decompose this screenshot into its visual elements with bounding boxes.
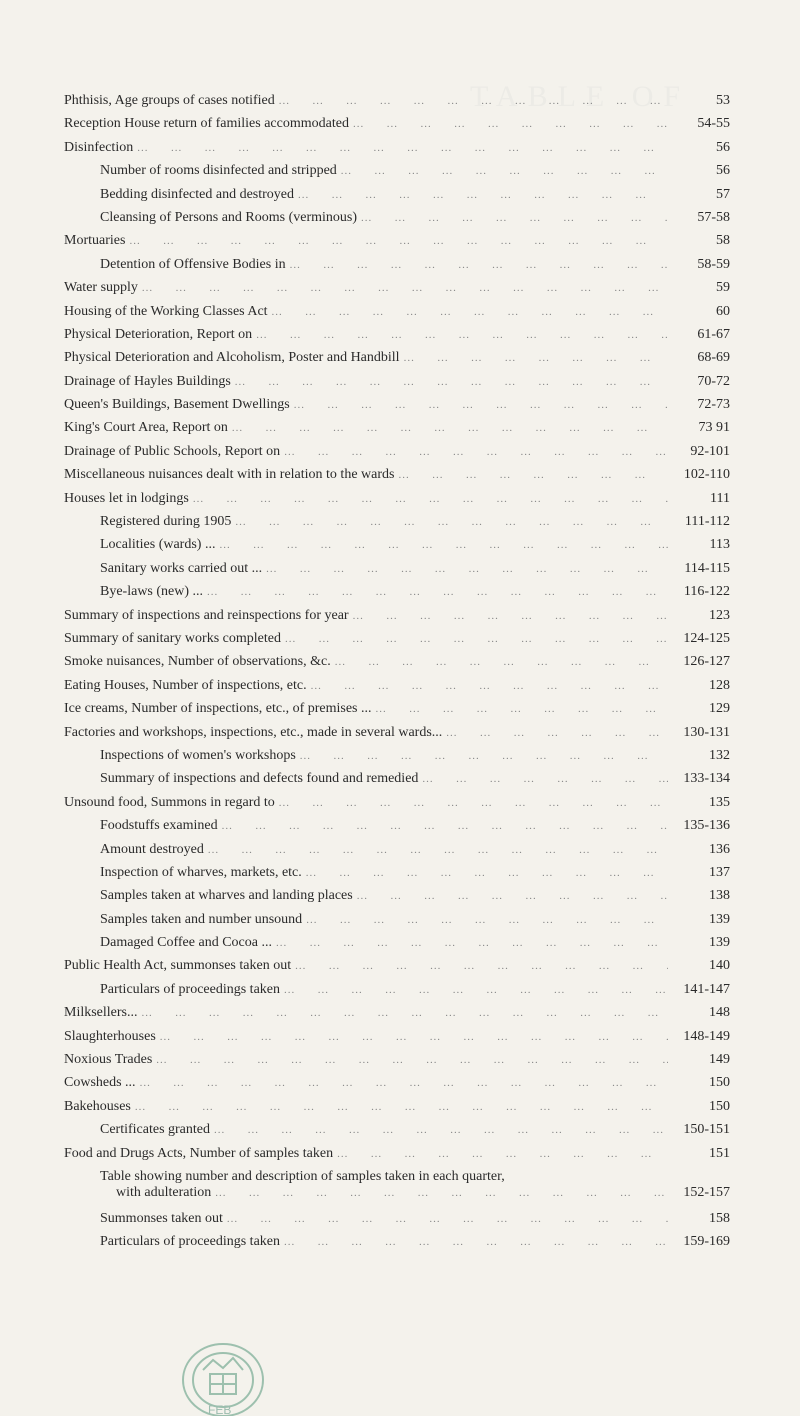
entry-page-number: 152-157 bbox=[683, 1184, 730, 1200]
toc-entry bbox=[64, 1118, 740, 1141]
entry-page-number: 126-127 bbox=[683, 654, 730, 670]
toc-entry bbox=[64, 721, 740, 744]
entry-label: Drainage of Public Schools, Report on bbox=[64, 443, 281, 459]
dot-leader bbox=[232, 417, 668, 440]
dot-leader bbox=[306, 909, 668, 932]
entry-label: Samples taken and number unsound bbox=[100, 911, 303, 927]
entry-label: Houses let in lodgings bbox=[64, 490, 189, 506]
entry-label: Factories and workshops, inspections, etc., made in several wards... bbox=[64, 724, 443, 740]
entry-label: Summary of inspections and reinspections for year bbox=[64, 607, 349, 623]
dot-leader bbox=[276, 932, 668, 955]
toc-entry bbox=[64, 884, 740, 907]
toc-entry bbox=[64, 276, 740, 299]
entry-page-number: 102-110 bbox=[683, 467, 730, 483]
entry-label: Disinfection bbox=[64, 139, 134, 155]
dot-leader bbox=[235, 371, 668, 394]
toc-entry bbox=[64, 416, 740, 439]
toc-entry bbox=[64, 89, 740, 112]
dot-leader bbox=[215, 1185, 668, 1201]
dot-leader bbox=[235, 511, 668, 534]
entry-label: Drainage of Hayles Buildings bbox=[64, 373, 231, 389]
entry-label: Bye-laws (new) ... bbox=[100, 584, 204, 600]
toc-entry bbox=[64, 1001, 740, 1024]
dot-leader bbox=[214, 1119, 668, 1142]
entry-label: Detention of Offensive Bodies in bbox=[100, 256, 286, 272]
dot-leader bbox=[295, 955, 668, 978]
stamp-label: FEB bbox=[208, 1403, 232, 1416]
entry-label: Mortuaries bbox=[64, 233, 126, 249]
dot-leader bbox=[353, 605, 668, 628]
entry-page-number: 133-134 bbox=[683, 771, 730, 787]
entry-page-number: 68-69 bbox=[697, 350, 730, 366]
entry-page-number: 141-147 bbox=[683, 981, 730, 997]
dot-leader bbox=[398, 464, 668, 487]
dot-leader bbox=[193, 488, 668, 511]
toc-entry bbox=[64, 463, 740, 486]
entry-label: Summary of sanitary works completed bbox=[64, 630, 281, 646]
entry-label: King's Court Area, Report on bbox=[64, 420, 228, 436]
dot-leader bbox=[256, 324, 668, 347]
entry-page-number: 124-125 bbox=[683, 630, 730, 646]
toc-entry bbox=[64, 931, 740, 954]
dot-leader bbox=[279, 90, 668, 113]
entry-page-number: 150-151 bbox=[683, 1122, 730, 1138]
dot-leader bbox=[357, 885, 668, 908]
entry-label: Inspection of wharves, markets, etc. bbox=[100, 864, 302, 880]
entry-label: Noxious Trades bbox=[64, 1052, 153, 1068]
entry-page-number: 135 bbox=[709, 794, 730, 810]
entry-page-number: 140 bbox=[709, 958, 730, 974]
entry-label: Public Health Act, summonses taken out bbox=[64, 958, 292, 974]
entry-label: Queen's Buildings, Basement Dwellings bbox=[64, 397, 290, 413]
dot-leader bbox=[279, 792, 668, 815]
toc-entry bbox=[64, 954, 740, 977]
dot-leader bbox=[284, 979, 668, 1002]
toc-entry bbox=[64, 674, 740, 697]
entry-page-number: 58 bbox=[716, 233, 730, 249]
dot-leader bbox=[227, 1208, 668, 1231]
dot-leader bbox=[361, 207, 668, 230]
entry-page-number: 123 bbox=[709, 607, 730, 623]
entry-label: Water supply bbox=[64, 280, 138, 296]
dot-leader bbox=[422, 768, 668, 791]
dot-leader bbox=[300, 745, 668, 768]
entry-label: Number of rooms disinfected and stripped bbox=[100, 163, 337, 179]
entry-label: Inspections of women's workshops bbox=[100, 747, 296, 763]
dot-leader bbox=[129, 230, 668, 253]
toc-entry bbox=[64, 510, 740, 533]
entry-page-number: 150 bbox=[709, 1075, 730, 1091]
dot-leader bbox=[446, 722, 668, 745]
dot-leader bbox=[335, 651, 668, 674]
entry-label: Damaged Coffee and Cocoa ... bbox=[100, 935, 272, 951]
entry-page-number: 70-72 bbox=[697, 373, 730, 389]
dot-leader bbox=[219, 534, 668, 557]
entry-page-number: 150 bbox=[709, 1098, 730, 1114]
entry-page-number: 113 bbox=[709, 537, 730, 553]
dot-leader bbox=[284, 441, 668, 464]
entry-label: Slaughterhouses bbox=[64, 1028, 156, 1044]
dot-leader bbox=[284, 1231, 668, 1254]
toc-entry bbox=[64, 253, 740, 276]
toc-entry bbox=[64, 814, 740, 837]
entry-page-number: 111-112 bbox=[684, 514, 730, 530]
dot-leader bbox=[306, 862, 668, 885]
dot-leader bbox=[337, 1143, 668, 1166]
entry-page-number: 128 bbox=[709, 677, 730, 693]
entry-page-number: 111 bbox=[710, 490, 730, 506]
toc-entry bbox=[64, 604, 740, 627]
entry-label: Cleansing of Persons and Rooms (verminous) bbox=[100, 209, 358, 225]
toc-entry bbox=[64, 370, 740, 393]
entry-page-number: 136 bbox=[709, 841, 730, 857]
entry-page-number: 72-73 bbox=[697, 397, 730, 413]
entry-label: Milksellers... bbox=[64, 1005, 138, 1021]
entry-label: Eating Houses, Number of inspections, etc. bbox=[64, 677, 307, 693]
entry-page-number: 58-59 bbox=[697, 256, 730, 272]
entry-label-line1: Table showing number and description of samples taken in each quarter, bbox=[100, 1168, 505, 1184]
entry-page-number: 56 bbox=[716, 139, 730, 155]
entry-second-row bbox=[64, 1185, 740, 1201]
entry-label: Ice creams, Number of inspections, etc., of premises ... bbox=[64, 701, 372, 717]
entry-page-number: 60 bbox=[716, 303, 730, 319]
entry-label: Bakehouses bbox=[64, 1098, 131, 1114]
entry-label: Physical Deterioration, Report on bbox=[64, 326, 253, 342]
entry-page-number: 57 bbox=[716, 186, 730, 202]
dot-leader bbox=[135, 1096, 668, 1119]
dot-leader bbox=[294, 394, 668, 417]
entry-label: Phthisis, Age groups of cases notified bbox=[64, 93, 275, 108]
entry-label: Amount destroyed bbox=[100, 841, 204, 857]
toc-entry bbox=[64, 791, 740, 814]
entry-page-number: 56 bbox=[716, 163, 730, 179]
entry-label: Foodstuffs examined bbox=[100, 818, 218, 834]
entry-label: Particulars of proceedings taken bbox=[100, 981, 280, 997]
dot-leader bbox=[272, 301, 668, 324]
entry-page-number: 149 bbox=[709, 1052, 730, 1068]
entry-label: Sanitary works carried out ... bbox=[100, 560, 263, 576]
dot-leader bbox=[142, 1002, 669, 1025]
toc-entry bbox=[64, 1025, 740, 1048]
toc-entry bbox=[64, 323, 740, 346]
entry-page-number: 158 bbox=[709, 1210, 730, 1226]
dot-leader bbox=[140, 1072, 668, 1095]
library-stamp-icon bbox=[168, 1330, 278, 1416]
entry-label: Food and Drugs Acts, Number of samples taken bbox=[64, 1145, 334, 1161]
toc-entry bbox=[64, 159, 740, 182]
entry-page-number: 148 bbox=[709, 1005, 730, 1021]
entry-label: Summonses taken out bbox=[100, 1210, 223, 1226]
dot-leader bbox=[376, 698, 668, 721]
toc-entry bbox=[64, 627, 740, 650]
toc-entry bbox=[64, 1095, 740, 1118]
entry-label: Samples taken at wharves and landing places bbox=[100, 888, 353, 904]
entry-label: Bedding disinfected and destroyed bbox=[100, 186, 295, 202]
toc-entry bbox=[64, 346, 740, 369]
entry-page-number: 151 bbox=[709, 1145, 730, 1161]
entry-label: Miscellaneous nuisances dealt with in relation to the wards bbox=[64, 467, 395, 483]
entry-page-number: 116-122 bbox=[683, 584, 730, 600]
entry-label: Unsound food, Summons in regard to bbox=[64, 794, 275, 810]
toc-entry bbox=[64, 580, 740, 603]
dot-leader bbox=[266, 558, 668, 581]
toc-entry bbox=[64, 861, 740, 884]
entry-page-number: 129 bbox=[709, 701, 730, 717]
toc-entry bbox=[64, 1048, 740, 1071]
entry-label: Reception House return of families accommodated bbox=[64, 116, 349, 132]
entry-page-number: 135-136 bbox=[683, 818, 730, 834]
entry-label: Summary of inspections and defects found and remedied bbox=[100, 771, 419, 787]
dot-leader bbox=[285, 628, 668, 651]
dot-leader bbox=[137, 137, 668, 160]
toc-entry bbox=[64, 744, 740, 767]
entry-label: Smoke nuisances, Number of observations, &c. bbox=[64, 654, 331, 670]
toc-entry bbox=[64, 767, 740, 790]
toc-entry bbox=[64, 1142, 740, 1165]
entry-label: Cowsheds ... bbox=[64, 1075, 136, 1091]
dot-leader bbox=[156, 1049, 668, 1072]
toc-entry bbox=[64, 697, 740, 720]
entry-page-number: 148-149 bbox=[683, 1028, 730, 1044]
entry-label: Housing of the Working Classes Act bbox=[64, 303, 268, 319]
dot-leader bbox=[222, 815, 668, 838]
toc-entry bbox=[64, 183, 740, 206]
entry-page-number: 130-131 bbox=[683, 724, 730, 740]
entry-label: Registered during 1905 bbox=[100, 514, 232, 530]
dot-leader bbox=[290, 254, 668, 277]
toc-entry bbox=[64, 838, 740, 861]
toc-entry bbox=[64, 533, 740, 556]
toc-entry bbox=[64, 229, 740, 252]
entry-page-number: 138 bbox=[709, 888, 730, 904]
entry-label-line2: with adulteration bbox=[116, 1184, 212, 1200]
entry-page-number: 132 bbox=[709, 747, 730, 763]
entry-label: Physical Deterioration and Alcoholism, Poster and Handbill bbox=[64, 350, 400, 366]
toc-entry bbox=[64, 206, 740, 229]
dot-leader bbox=[142, 277, 668, 300]
dot-leader bbox=[341, 160, 668, 183]
entry-page-number: 159-169 bbox=[683, 1234, 730, 1250]
toc-entry bbox=[64, 908, 740, 931]
toc-entry bbox=[64, 1230, 740, 1253]
entry-page-number: 59 bbox=[716, 280, 730, 296]
dot-leader bbox=[353, 113, 668, 136]
entry-page-number: 114-115 bbox=[684, 560, 730, 576]
entry-page-number: 54-55 bbox=[697, 116, 730, 132]
toc-entry bbox=[64, 112, 740, 135]
toc-entry bbox=[64, 136, 740, 159]
toc-entry bbox=[64, 557, 740, 580]
entry-page-number: 53 bbox=[716, 93, 730, 108]
entry-page-number: 137 bbox=[709, 864, 730, 880]
dot-leader bbox=[160, 1026, 668, 1049]
entry-page-number: 92-101 bbox=[690, 443, 730, 459]
dot-leader bbox=[208, 839, 668, 862]
bleed-through-title: TABLE OF bbox=[470, 80, 691, 113]
toc-entry bbox=[64, 1071, 740, 1094]
dot-leader bbox=[311, 675, 668, 698]
toc-entry bbox=[64, 393, 740, 416]
toc-entry bbox=[64, 650, 740, 673]
dot-leader bbox=[207, 581, 668, 604]
toc-entry bbox=[64, 1207, 740, 1230]
entry-label: Localities (wards) ... bbox=[100, 537, 216, 553]
entry-label: Certificates granted bbox=[100, 1122, 211, 1138]
entry-page-number: 61-67 bbox=[697, 326, 730, 342]
entry-page-number: 57-58 bbox=[697, 209, 730, 225]
dot-leader bbox=[298, 184, 668, 207]
entry-page-number: 139 bbox=[709, 935, 730, 951]
toc-entry-multiline bbox=[64, 1165, 740, 1207]
toc-entry bbox=[64, 978, 740, 1001]
toc-entry bbox=[64, 440, 740, 463]
entry-label: Particulars of proceedings taken bbox=[100, 1234, 280, 1250]
toc-entry bbox=[64, 300, 740, 323]
toc-entry bbox=[64, 487, 740, 510]
table-of-contents bbox=[64, 89, 740, 1254]
dot-leader bbox=[404, 347, 668, 370]
entry-page-number: 73 91 bbox=[698, 420, 730, 436]
entry-page-number: 139 bbox=[709, 911, 730, 927]
